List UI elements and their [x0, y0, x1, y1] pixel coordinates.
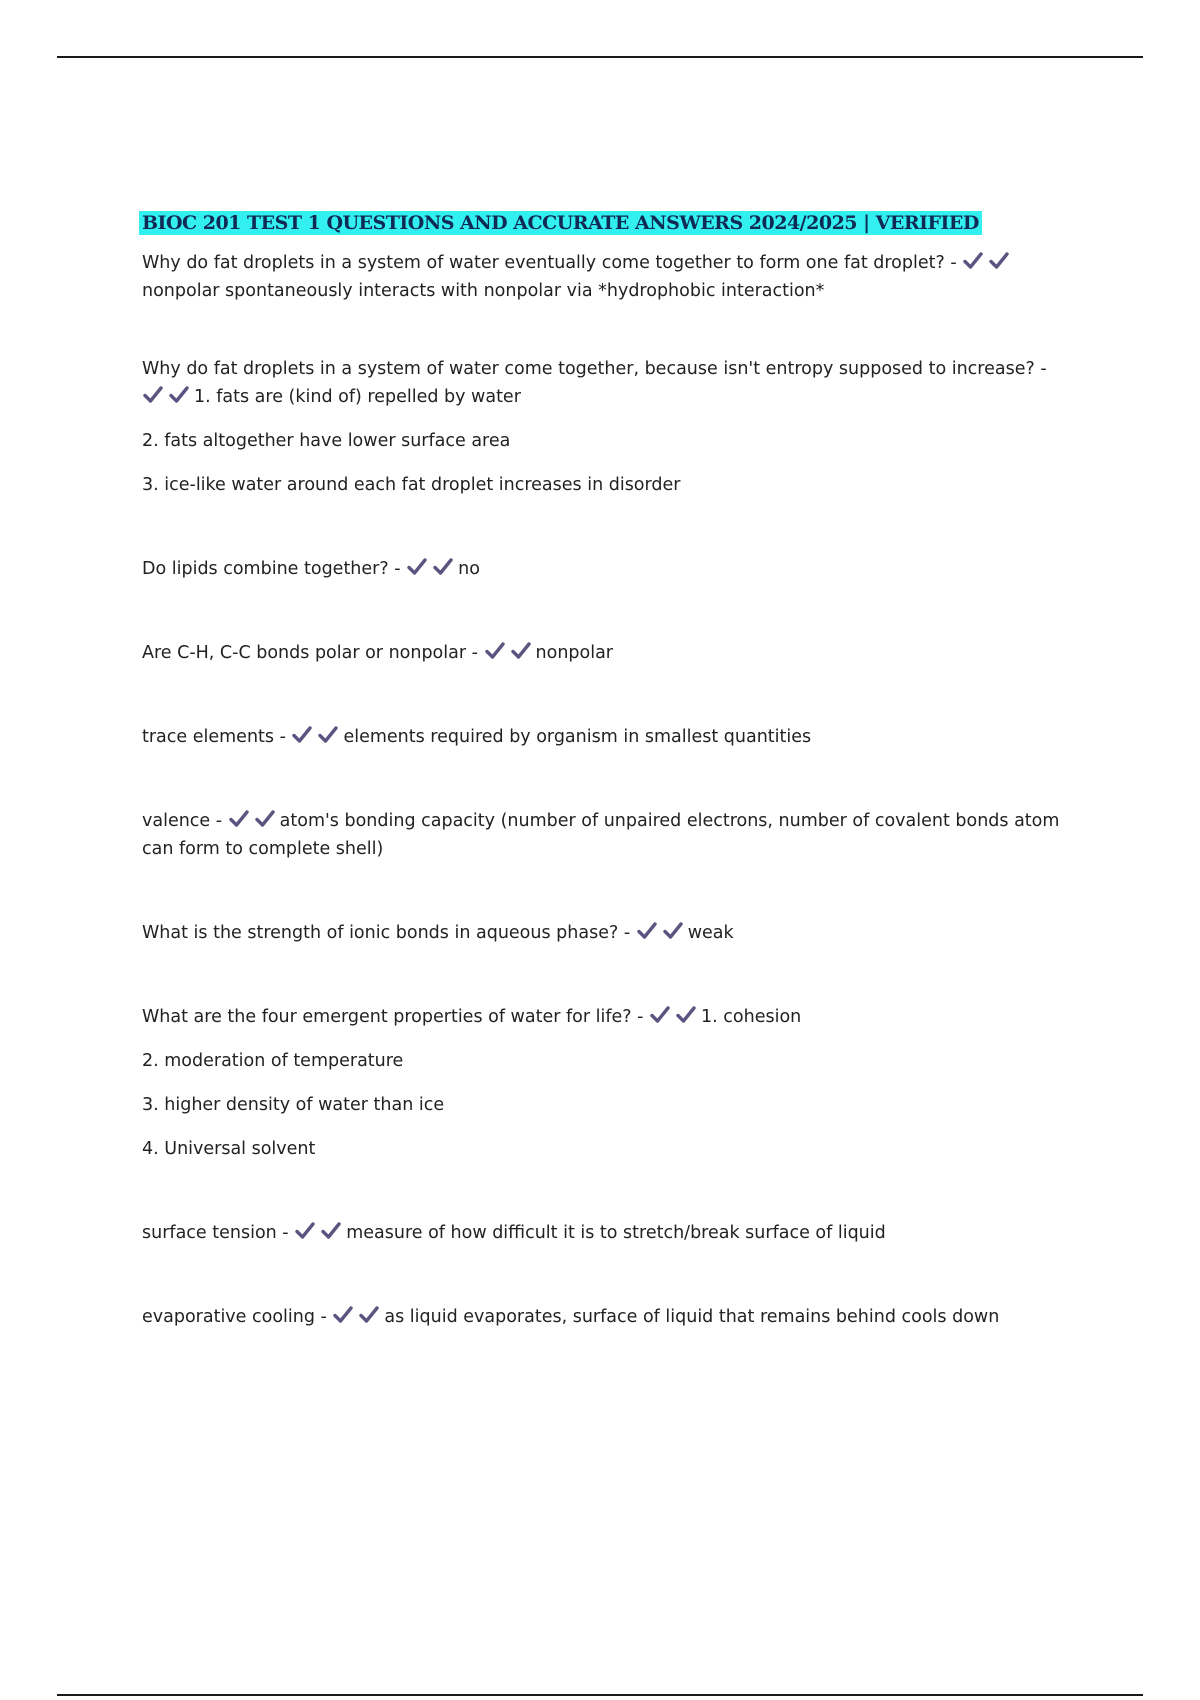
checkmark-icon — [254, 808, 276, 830]
answer-text: measure of how difficult it is to stretch/break surface of liquid — [346, 1223, 886, 1243]
question-text: Why do fat droplets in a system of water eventually come together to form one fat droplet? - — [142, 253, 957, 273]
answer-text: weak — [687, 923, 734, 943]
answer-continuation: 3. higher density of water than ice — [142, 1095, 445, 1115]
checkmark-icon — [510, 640, 532, 662]
checkmark-icon — [662, 920, 684, 942]
question-text: What are the four emergent properties of water for life? - — [142, 1007, 644, 1027]
checkmark-icon — [406, 556, 428, 578]
question-text: surface tension - — [142, 1223, 289, 1243]
check-marks — [636, 923, 688, 943]
qa-item — [142, 1003, 1062, 1163]
checkmark-icon — [649, 1004, 671, 1026]
checkmark-icon — [358, 1304, 380, 1326]
check-marks — [142, 387, 194, 407]
qa-item — [142, 249, 1062, 305]
checkmark-icon — [320, 1220, 342, 1242]
qa-line — [142, 723, 1062, 751]
qa-spacer — [142, 1247, 1062, 1303]
qa-spacer — [142, 751, 1062, 807]
checkmark-icon — [291, 724, 313, 746]
checkmark-icon — [332, 1304, 354, 1326]
qa-spacer — [142, 583, 1062, 639]
document-body — [142, 210, 1062, 1331]
qa-line — [142, 1219, 1062, 1247]
document-title: BIOC 201 TEST 1 QUESTIONS AND ACCURATE ANSWERS 2024/2025 | VERIFIED — [139, 211, 982, 235]
question-text: Are C-H, C-C bonds polar or nonpolar - — [142, 643, 478, 663]
question-text: Why do fat droplets in a system of water come together, because isn't entropy supposed to increase? - — [142, 359, 1047, 379]
top-rule — [57, 56, 1143, 58]
qa-spacer — [142, 305, 1062, 355]
checkmark-icon — [294, 1220, 316, 1242]
checkmark-icon — [432, 556, 454, 578]
check-marks — [484, 643, 536, 663]
answer-continuation: 2. fats altogether have lower surface area — [142, 431, 511, 451]
qa-line — [142, 639, 1062, 667]
answer-text: as liquid evaporates, surface of liquid that remains behind cools down — [384, 1307, 1000, 1327]
qa-item — [142, 639, 1062, 667]
qa-item — [142, 355, 1062, 499]
qa-line — [142, 249, 1062, 305]
answer-text: no — [458, 559, 480, 579]
qa-line — [142, 1003, 1062, 1031]
qa-line — [142, 555, 1062, 583]
question-text: trace elements - — [142, 727, 286, 747]
qa-line — [142, 1303, 1062, 1331]
checkmark-icon — [168, 384, 190, 406]
qa-spacer — [142, 1163, 1062, 1219]
checkmark-icon — [962, 250, 984, 272]
question-text: valence - — [142, 811, 223, 831]
qa-line — [142, 807, 1062, 863]
answer-text: nonpolar spontaneously interacts with nonpolar via *hydrophobic interaction* — [142, 281, 825, 301]
answer-continuation: 3. ice-like water around each fat droplet increases in disorder — [142, 475, 681, 495]
question-text: Do lipids combine together? - — [142, 559, 401, 579]
checkmark-icon — [675, 1004, 697, 1026]
bottom-rule — [57, 1694, 1143, 1696]
answer-text: nonpolar — [535, 643, 614, 663]
checkmark-icon — [228, 808, 250, 830]
check-marks — [649, 1007, 701, 1027]
question-text: What is the strength of ionic bonds in aqueous phase? - — [142, 923, 631, 943]
checkmark-icon — [484, 640, 506, 662]
qa-spacer — [142, 499, 1062, 555]
answer-continuation: 4. Universal solvent — [142, 1139, 316, 1159]
check-marks — [294, 1223, 346, 1243]
answer-text: elements required by organism in smallest quantities — [343, 727, 812, 747]
checkmark-icon — [636, 920, 658, 942]
qa-item — [142, 1303, 1062, 1331]
question-text: evaporative cooling - — [142, 1307, 327, 1327]
checkmark-icon — [142, 384, 164, 406]
check-marks — [228, 811, 280, 831]
checkmark-icon — [988, 250, 1010, 272]
qa-item — [142, 1219, 1062, 1247]
qa-list — [142, 249, 1062, 1331]
qa-line — [142, 355, 1062, 411]
answer-text: atom's bonding capacity (number of unpaired electrons, number of covalent bonds atom can form to complete shell) — [142, 811, 1060, 859]
check-marks — [291, 727, 343, 747]
qa-spacer — [142, 863, 1062, 919]
qa-spacer — [142, 947, 1062, 1003]
answer-continuation: 2. moderation of temperature — [142, 1051, 404, 1071]
qa-line — [142, 919, 1062, 947]
check-marks — [406, 559, 458, 579]
answer-text: 1. fats are (kind of) repelled by water — [194, 387, 521, 407]
qa-item — [142, 723, 1062, 751]
qa-item — [142, 919, 1062, 947]
qa-spacer — [142, 667, 1062, 723]
checkmark-icon — [317, 724, 339, 746]
answer-text: 1. cohesion — [701, 1007, 802, 1027]
check-marks — [332, 1307, 384, 1327]
check-marks — [962, 253, 1014, 273]
qa-item — [142, 807, 1062, 863]
qa-item — [142, 555, 1062, 583]
